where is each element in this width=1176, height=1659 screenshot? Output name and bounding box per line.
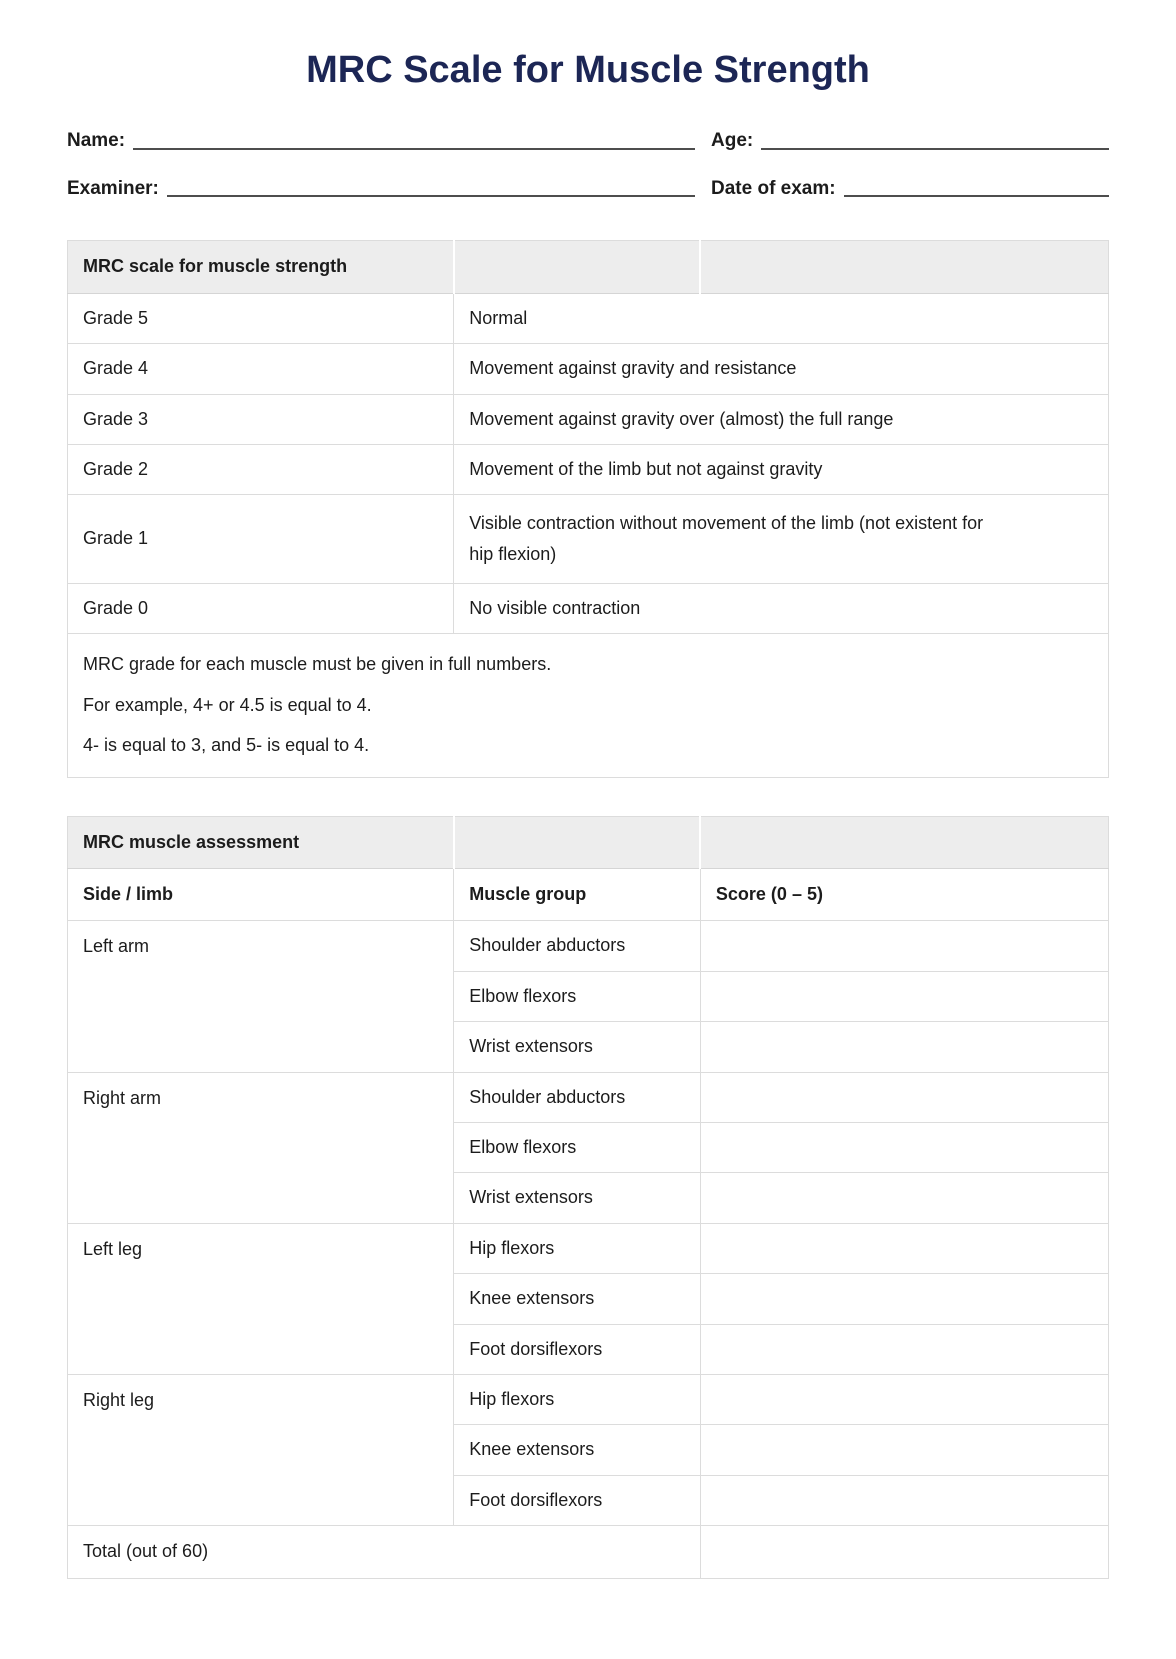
scale-notes-row [68, 633, 1109, 777]
scale-row [68, 495, 1109, 583]
grade-label: Grade 1 [68, 495, 454, 583]
grade-label: Grade 3 [68, 394, 454, 444]
note-line: 4- is equal to 3, and 5- is equal to 4. [83, 735, 370, 756]
muscle-cell: Wrist extensors [454, 1173, 701, 1223]
assessment-row [68, 1072, 1109, 1122]
grade-description: Movement against gravity over (almost) the full range [454, 394, 1109, 444]
name-field [67, 130, 695, 153]
scale-notes-cell [68, 633, 1109, 777]
muscle-cell: Elbow flexors [454, 1123, 701, 1173]
scale-table-header-row [68, 241, 1109, 293]
scale-row [68, 583, 1109, 633]
scale-row [68, 344, 1109, 394]
muscle-cell: Shoulder abductors [454, 1072, 701, 1122]
score-cell[interactable] [700, 1425, 1108, 1475]
score-cell[interactable] [700, 971, 1108, 1021]
muscle-cell: Hip flexors [454, 1223, 701, 1273]
date-of-exam-field [711, 178, 1109, 201]
muscle-cell: Foot dorsiflexors [454, 1324, 701, 1374]
scale-table-title: MRC scale for muscle strength [68, 241, 454, 293]
limb-cell: Right arm [68, 1072, 454, 1223]
score-cell[interactable] [700, 1022, 1108, 1072]
muscle-cell: Elbow flexors [454, 971, 701, 1021]
muscle-cell: Shoulder abductors [454, 921, 701, 971]
total-label: Total (out of 60) [68, 1526, 701, 1578]
muscle-cell: Knee extensors [454, 1425, 701, 1475]
note-line: For example, 4+ or 4.5 is equal to 4. [83, 694, 372, 715]
name-label: Name: [67, 129, 126, 151]
name-age-row [67, 130, 1109, 153]
scale-row [68, 444, 1109, 494]
score-cell[interactable] [700, 1072, 1108, 1122]
grade-label: Grade 2 [68, 444, 454, 494]
grade-label: Grade 5 [68, 293, 454, 343]
grade-description: Visible contraction without movement of the limb (not existent for hip flexion) [454, 495, 1109, 583]
examiner-date-row [67, 178, 1109, 201]
grade-description: Movement of the limb but not against gravity [454, 444, 1109, 494]
age-fill-line[interactable] [761, 148, 1109, 150]
grade-label: Grade 0 [68, 583, 454, 633]
column-header-muscle-group: Muscle group [454, 869, 701, 921]
scale-table-header-empty-cell [700, 241, 1108, 293]
limb-cell: Left leg [68, 1223, 454, 1374]
grade-description: Normal [454, 293, 1109, 343]
score-cell[interactable] [700, 1173, 1108, 1223]
scale-row [68, 293, 1109, 343]
grade-description: No visible contraction [454, 583, 1109, 633]
assessment-table-header-row [68, 816, 1109, 868]
total-score-cell[interactable] [700, 1526, 1108, 1578]
assessment-row [68, 1375, 1109, 1425]
score-cell[interactable] [700, 1475, 1108, 1525]
limb-cell: Right leg [68, 1375, 454, 1526]
examiner-fill-line[interactable] [167, 195, 695, 197]
score-cell[interactable] [700, 1324, 1108, 1374]
muscle-cell: Foot dorsiflexors [454, 1475, 701, 1525]
grade-label: Grade 4 [68, 344, 454, 394]
score-cell[interactable] [700, 1123, 1108, 1173]
age-label: Age: [711, 129, 754, 151]
score-cell[interactable] [700, 921, 1108, 971]
total-row [68, 1526, 1109, 1578]
mrc-scale-table [67, 240, 1109, 777]
muscle-cell: Hip flexors [454, 1375, 701, 1425]
mrc-assessment-table [67, 816, 1109, 1579]
age-field [711, 130, 1109, 153]
score-cell[interactable] [700, 1223, 1108, 1273]
scale-row [68, 394, 1109, 444]
grade-description: Movement against gravity and resistance [454, 344, 1109, 394]
score-cell[interactable] [700, 1375, 1108, 1425]
assessment-row [68, 921, 1109, 971]
score-cell[interactable] [700, 1274, 1108, 1324]
limb-cell: Left arm [68, 921, 454, 1072]
muscle-cell: Knee extensors [454, 1274, 701, 1324]
assessment-table-header-empty-cell [454, 816, 701, 868]
name-fill-line[interactable] [133, 148, 695, 150]
column-header-score: Score (0 – 5) [700, 869, 1108, 921]
page-title: MRC Scale for Muscle Strength [306, 49, 870, 91]
assessment-table-header-empty-cell [700, 816, 1108, 868]
note-line: MRC grade for each muscle must be given in full numbers. [83, 653, 552, 674]
muscle-cell: Wrist extensors [454, 1022, 701, 1072]
date-of-exam-fill-line[interactable] [844, 195, 1109, 197]
assessment-table-title: MRC muscle assessment [68, 816, 454, 868]
examiner-label: Examiner: [67, 177, 159, 199]
assessment-row [68, 1223, 1109, 1273]
examiner-field [67, 178, 695, 201]
assessment-column-header-row [68, 869, 1109, 921]
column-header-side-limb: Side / limb [68, 869, 454, 921]
date-of-exam-label: Date of exam: [711, 177, 836, 199]
scale-table-header-empty-cell [454, 241, 701, 293]
